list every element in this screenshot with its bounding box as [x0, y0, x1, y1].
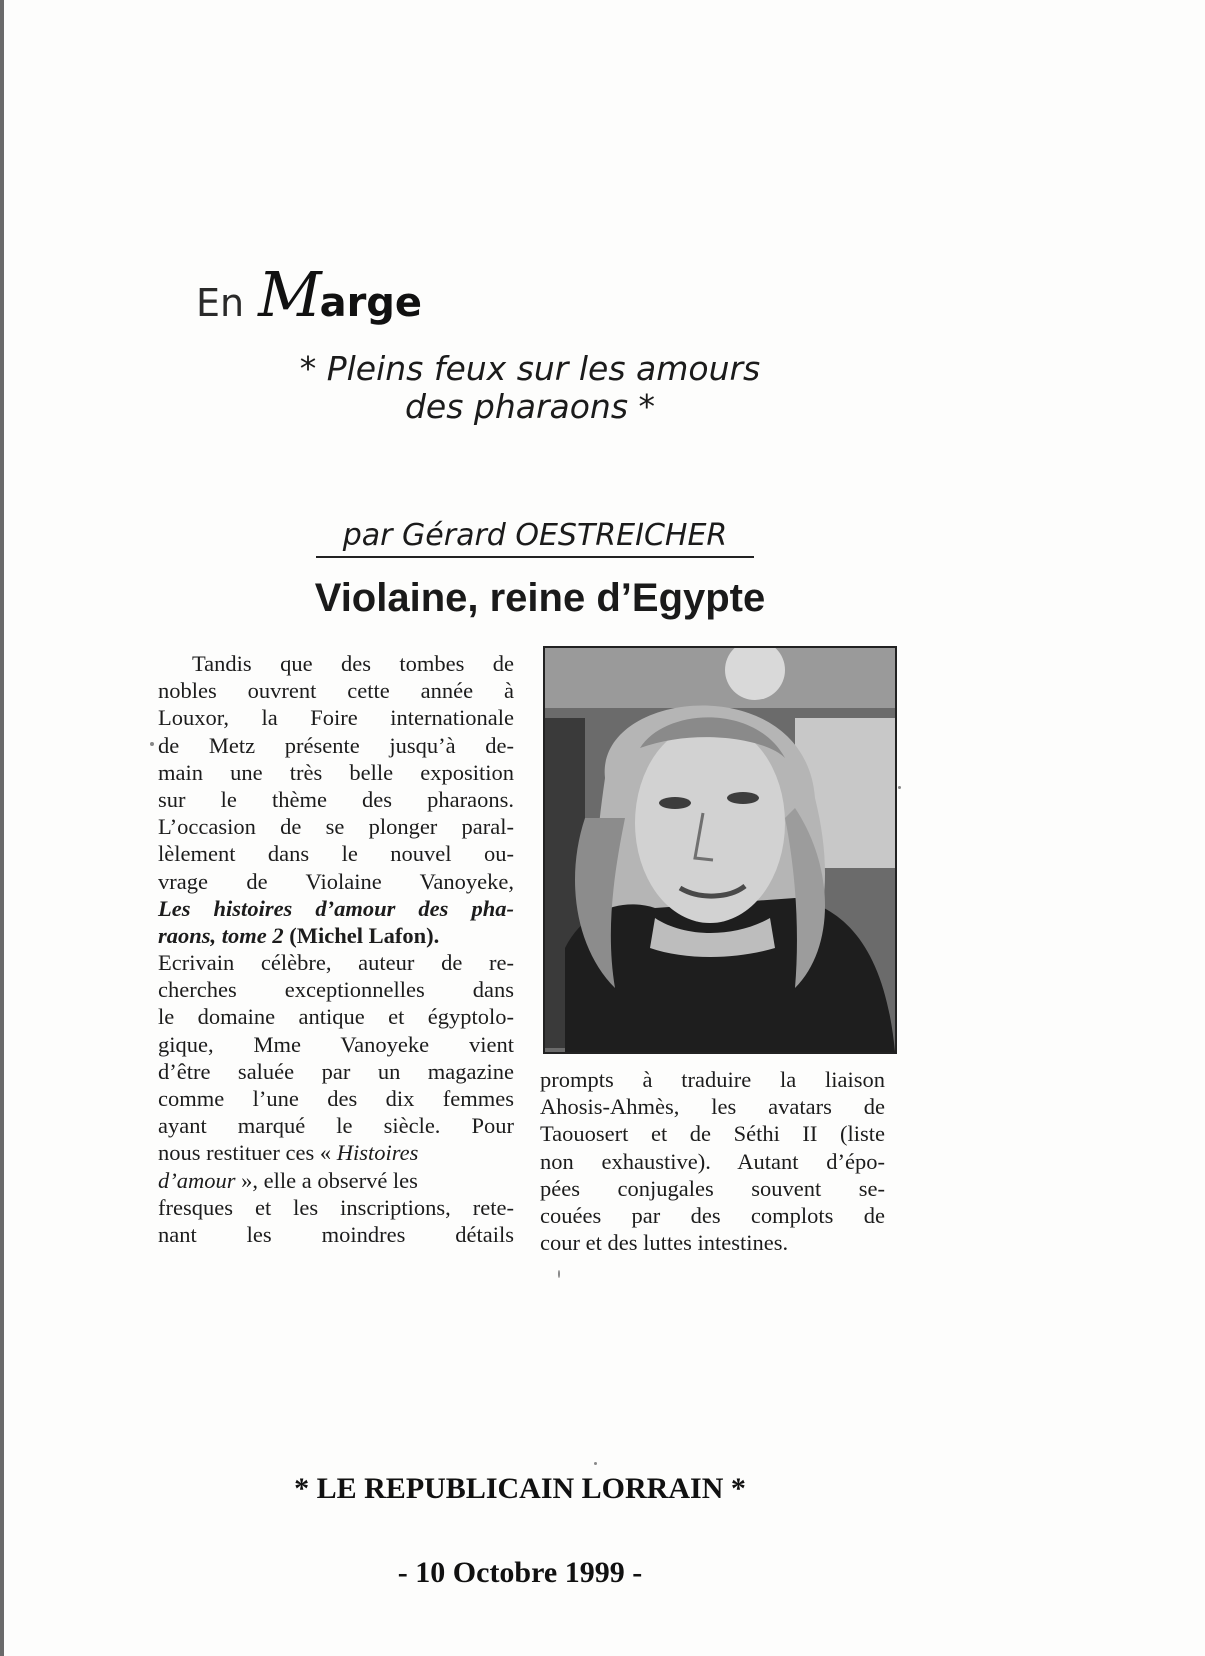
book-title-end: raons, tome 2 [158, 922, 284, 948]
article-headline: Violaine, reine d’Egypte [314, 576, 766, 620]
scan-edge [0, 0, 4, 1656]
body-line: comme l’une des dix femmes [158, 1086, 514, 1111]
body-line: main une très belle exposition [158, 759, 514, 785]
scan-speck [594, 1462, 597, 1465]
body-line [158, 1139, 514, 1166]
body-line: fresques et les inscriptions, rete- [158, 1194, 514, 1220]
article-left-column [158, 650, 514, 1248]
body-line: cour et des luttes intestines. [540, 1230, 789, 1256]
author-photo-image [545, 648, 895, 1052]
body-line: ayant marqué le siècle. Pour [158, 1113, 514, 1139]
body-line: couées par des complots de [540, 1202, 885, 1228]
newspaper-name: * LE REPUBLICAIN LORRAIN * [294, 1472, 746, 1505]
body-line: d’être saluée par un magazine [158, 1058, 514, 1084]
body-line: Ecrivain célèbre, auteur de re- [158, 950, 514, 976]
rubric-logo [196, 258, 423, 331]
quote-close: », elle a observé les [241, 1167, 418, 1193]
body-line: non exhaustive). Autant d’épo- [540, 1148, 885, 1174]
body-line: sur le thème des pharaons. [158, 786, 514, 812]
body-line: Ahosis-Ahmès, les avatars de [540, 1094, 885, 1120]
body-line: nobles ouvrent cette année à [158, 678, 514, 704]
scan-speck [558, 1270, 560, 1278]
body-line: Taouosert et de Séthi II (liste [540, 1121, 885, 1147]
subtitle [230, 350, 830, 426]
quote-title-2: d’amour [158, 1167, 236, 1193]
rubric-m: M [258, 258, 320, 331]
body-line: cherches exceptionnelles dans [158, 977, 514, 1003]
publication-date: - 10 Octobre 1999 - [397, 1556, 643, 1589]
rubric-en: En [196, 281, 245, 325]
body-line: pées conjugales souvent se- [540, 1175, 885, 1201]
publisher: (Michel Lafon). [289, 922, 440, 948]
body-line [158, 1167, 514, 1194]
body-line: Les histoires d’amour des pha- [158, 895, 514, 921]
quote-title-1: Histoires [336, 1140, 419, 1166]
scan-speck [898, 786, 901, 789]
subtitle-line-2: des pharaons * [404, 387, 656, 426]
body-line: prompts à traduire la liaison [540, 1067, 885, 1092]
article-right-column [540, 1066, 885, 1256]
body-line: nant les moindres détails [158, 1221, 514, 1247]
body-line: L’occasion de se plonger paral- [158, 814, 514, 840]
rubric-arge: arge [319, 280, 423, 326]
body-line: Louxor, la Foire internationale [158, 705, 514, 731]
body-line [158, 922, 514, 949]
body-line: vrage de Violaine Vanoyeke, [158, 868, 514, 894]
body-line: gique, Mme Vanoyeke vient [158, 1031, 514, 1057]
body-line: lèlement dans le nouvel ou- [158, 841, 514, 867]
body-line: le domaine antique et égyptolo- [158, 1004, 514, 1030]
body-line: de Metz présente jusqu’à de- [158, 732, 514, 758]
byline: par Gérard OESTREICHER [316, 518, 754, 558]
subtitle-line-1: * Pleins feux sur les amours [299, 349, 761, 388]
scan-speck [150, 742, 154, 746]
quote-open: nous restituer ces « [158, 1140, 332, 1166]
body-line: Tandis que des tombes de [192, 651, 514, 676]
author-photo [543, 646, 897, 1054]
